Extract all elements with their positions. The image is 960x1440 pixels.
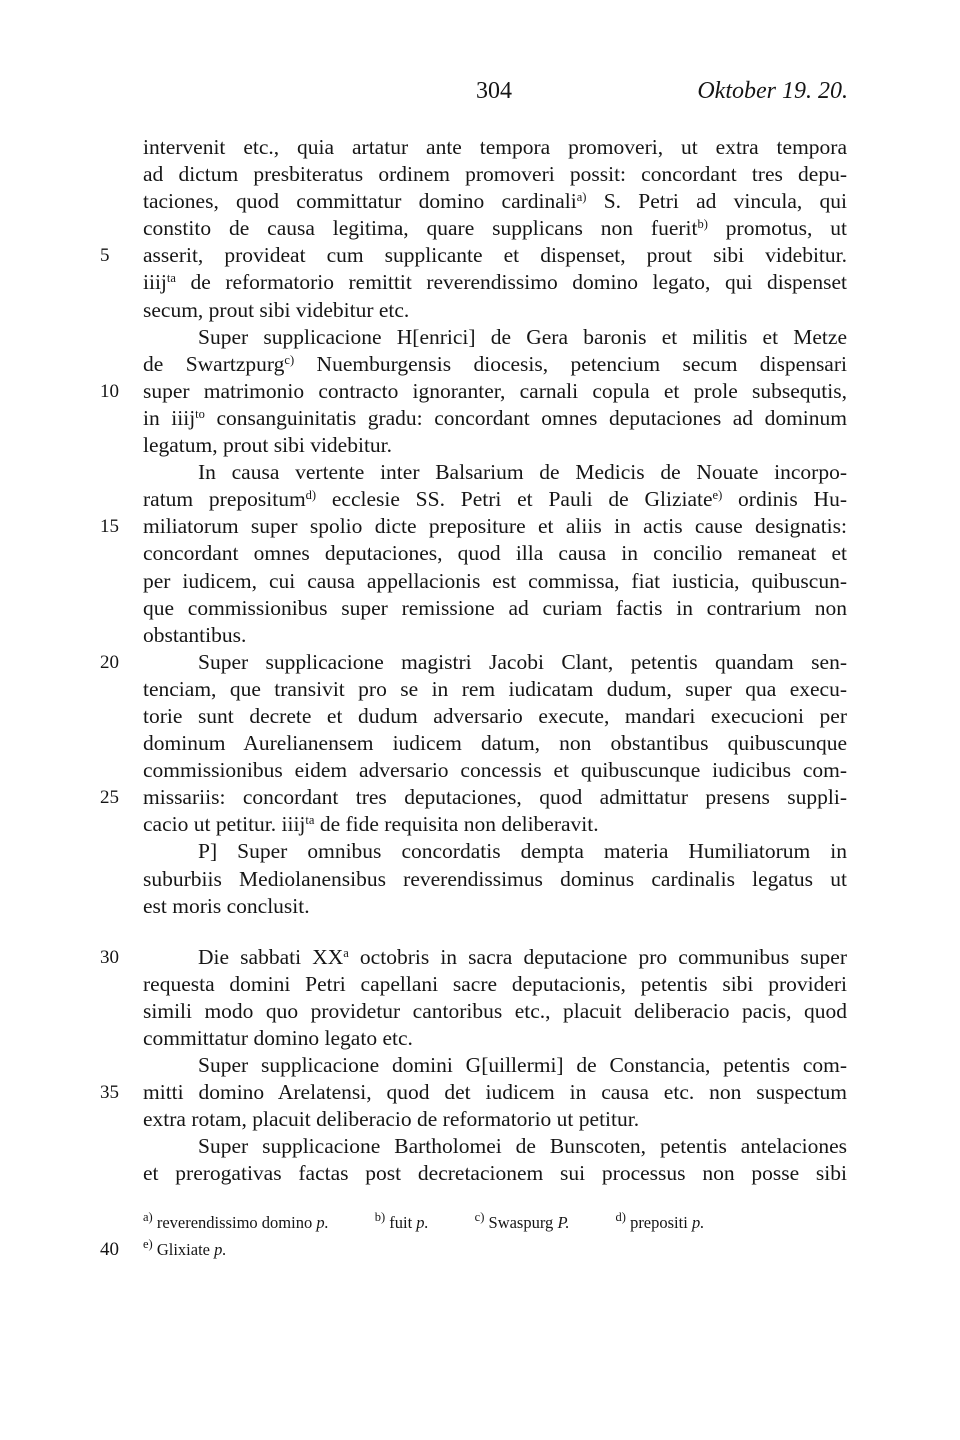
text-segment: et prerogativas factas post decretacionem sui processus non posse sibi xyxy=(143,1161,847,1186)
text-line xyxy=(143,324,847,351)
footnote-mark: b) xyxy=(374,1210,386,1224)
footnote-mark: e) xyxy=(143,1237,153,1251)
footnote-row xyxy=(143,1236,863,1263)
text-segment: octobris in sacra deputacione pro communibus super xyxy=(348,944,847,969)
text-segment: intervenit etc., quia artatur ante tempora promoveri, ut extra tempora xyxy=(143,135,847,159)
footnote-text: fuit xyxy=(385,1213,417,1232)
text-segment: taciones, quod committatur domino cardinali xyxy=(143,189,577,214)
text-line xyxy=(143,269,847,296)
page-number: 304 xyxy=(476,78,512,104)
text-line xyxy=(143,351,847,378)
text-line xyxy=(143,215,847,242)
text-line xyxy=(143,838,847,865)
text-line xyxy=(143,134,847,161)
text-line xyxy=(143,622,847,649)
text-line xyxy=(143,459,847,486)
text-segment: missariis: concordant tres deputaciones, quod admittatur presens suppli- xyxy=(143,785,847,810)
text-segment: tenciam, que transivit pro se in rem iudicatam dudum, super qua execu- xyxy=(143,676,847,701)
text-line xyxy=(143,540,847,567)
footnote-marker: ta xyxy=(166,271,176,286)
text-line xyxy=(143,161,847,188)
footnote-marker: e) xyxy=(712,488,723,503)
text-segment: legatum, prout sibi videbitur. xyxy=(143,433,393,458)
footnote xyxy=(616,1209,705,1236)
footnote-mark: d) xyxy=(615,1210,626,1224)
text-segment: Super supplicacione H[enrici] de Gera baronis et militis et Metze xyxy=(198,324,847,349)
text-segment: mitti domino Arelatensi, quod det iudicem in causa etc. non suspectum xyxy=(143,1080,847,1105)
text-segment: secum, prout sibi videbitur etc. xyxy=(143,297,410,322)
footnote-siglum: P. xyxy=(557,1213,570,1232)
text-line xyxy=(143,513,847,540)
footnote-marker: d) xyxy=(305,488,317,503)
footnote xyxy=(143,1209,329,1236)
text-segment: est moris conclusit. xyxy=(143,893,310,918)
running-head: Oktober 19. 20. xyxy=(697,78,848,104)
text-line xyxy=(143,730,847,757)
footnote-text: prepositi xyxy=(625,1213,692,1232)
footnote-text: Glixiate xyxy=(152,1240,215,1259)
footnote-marker: a xyxy=(343,945,349,960)
text-line xyxy=(143,405,847,432)
footnote-siglum: p. xyxy=(214,1240,227,1259)
text-segment: Super supplicacione Bartholomei de Bunscoten, petentis antelaciones xyxy=(198,1134,847,1159)
footnote-mark: a) xyxy=(143,1210,153,1224)
text-line xyxy=(143,971,847,998)
text-segment: dominum Aurelianensem iudicem datum, non obstantibus quibuscunque xyxy=(143,731,847,756)
text-line xyxy=(143,297,847,324)
text-segment: suburbiis Mediolanensibus reverendissimus dominus cardinalis legatus ut xyxy=(143,866,847,891)
line-number: 5 xyxy=(100,245,110,266)
text-line xyxy=(143,188,847,215)
footnote-row xyxy=(143,1209,863,1236)
text-line xyxy=(143,1079,847,1106)
footnote-marker: ta xyxy=(305,813,315,828)
text-segment: torie sunt decrete et dudum adversario execute, mandari execucioni per xyxy=(143,703,847,728)
text-line xyxy=(143,568,847,595)
text-line xyxy=(143,676,847,703)
text-segment: simili modo quo providetur cantoribus etc., placuit deliberacio pacis, quod xyxy=(143,998,847,1023)
text-segment: Super supplicacione domini G[uillermi] de Constancia, petentis com- xyxy=(198,1053,847,1078)
footnotes xyxy=(143,1209,863,1263)
text-line xyxy=(143,378,847,405)
text-segment: committatur domino legato etc. xyxy=(143,1026,413,1050)
text-segment: commissionibus eidem adversario concessis et quibuscunque iudicibus com- xyxy=(143,758,847,783)
footnote-siglum: p. xyxy=(316,1213,329,1232)
text-segment: Nuemburgensis diocesis, petencium secum dispensari xyxy=(294,351,847,376)
text-segment: ratum prepositum xyxy=(143,487,306,512)
line-number: 25 xyxy=(100,787,119,808)
text-segment: ecclesie SS. Petri et Pauli de Gliziate xyxy=(316,487,713,512)
text-segment: de Swartzpurg xyxy=(143,351,285,376)
footnote-text: Swaspurg xyxy=(484,1213,558,1232)
footnote-siglum: p. xyxy=(416,1213,429,1232)
text-segment: per iudicem, cui causa appellacionis est commissa, fiat iusticia, quibuscun- xyxy=(143,568,847,593)
text-line xyxy=(143,1133,847,1160)
line-number: 35 xyxy=(100,1082,119,1103)
footnote xyxy=(143,1236,227,1263)
text-line xyxy=(143,486,847,513)
text-line xyxy=(143,944,847,971)
text-segment: de reformatorio remittit reverendissimo domino legato, qui dispenset xyxy=(175,270,847,295)
footnote-mark: c) xyxy=(474,1210,485,1224)
text-segment: de fide requisita non deliberavit. xyxy=(314,812,599,837)
text-segment: promotus, ut xyxy=(707,216,848,241)
text-segment: concordant omnes deputaciones, quod illa causa in concilio remaneat et xyxy=(143,541,847,566)
line-number: 30 xyxy=(100,947,119,968)
line-number: 20 xyxy=(100,652,119,673)
footnote-marker: a) xyxy=(576,190,587,205)
text-segment: consanguinitatis gradu: concordant omnes deputaciones ad dominum xyxy=(204,405,847,430)
text-line xyxy=(143,757,847,784)
line-number: 15 xyxy=(100,516,119,537)
text-line xyxy=(143,1106,847,1133)
line-number: 10 xyxy=(100,381,119,402)
text-line xyxy=(143,784,847,811)
text-line xyxy=(143,1052,847,1079)
footnote-text: reverendissimo domino xyxy=(152,1213,317,1232)
text-segment: in iiij xyxy=(143,405,196,430)
text-segment: super matrimonio contracto ignoranter, carnali copula et prole subsequtis, xyxy=(143,378,847,403)
line-number: 40 xyxy=(100,1239,119,1260)
text-segment: Die sabbati XX xyxy=(198,944,344,969)
text-segment: ad dictum presbiteratus ordinem promoveri possit: concordant tres depu- xyxy=(143,162,847,187)
text-segment: que commissionibus super remissione ad curiam factis in contrarium non xyxy=(143,595,847,620)
text-segment: P] Super omnibus concordatis dempta materia Humiliatorum in xyxy=(198,839,847,864)
text-line xyxy=(143,866,847,893)
text-line xyxy=(143,998,847,1025)
text-segment: S. Petri ad vincula, qui xyxy=(586,189,847,214)
main-text xyxy=(143,134,847,1188)
footnote-marker: b) xyxy=(697,217,708,232)
text-line xyxy=(143,1025,847,1052)
text-line xyxy=(143,242,847,269)
footnote xyxy=(475,1209,570,1236)
text-segment: miliatorum super spolio dicte prepositure et aliis in actis cause designatis: xyxy=(143,514,847,539)
text-segment: extra rotam, placuit deliberacio de reformatorio ut petitur. xyxy=(143,1107,640,1132)
text-line xyxy=(143,893,847,920)
page-header xyxy=(0,78,960,112)
text-segment: asserit, provideat cum supplicante et dispenset, prout sibi videbitur. xyxy=(143,243,847,268)
footnote-marker: c) xyxy=(284,352,295,367)
text-line xyxy=(143,703,847,730)
text-segment: constito de causa legitima, quare supplicans non fuerit xyxy=(143,216,698,241)
text-segment: Super supplicacione magistri Jacobi Clant, petentis quandam sen- xyxy=(198,649,847,674)
text-line xyxy=(143,811,847,838)
text-segment: iiij xyxy=(143,270,167,295)
text-segment: In causa vertente inter Balsarium de Medicis de Nouate incorpo- xyxy=(198,460,847,485)
text-line xyxy=(143,1160,847,1187)
text-segment: ordinis Hu- xyxy=(722,487,847,512)
footnote xyxy=(375,1209,429,1236)
text-segment: obstantibus. xyxy=(143,622,247,647)
footnote-marker: to xyxy=(195,406,205,421)
text-segment: cacio ut petitur. iiij xyxy=(143,812,306,837)
text-segment: requesta domini Petri capellani sacre deputacionis, petentis sibi provideri xyxy=(143,971,847,996)
text-line xyxy=(143,649,847,676)
footnote-siglum: p. xyxy=(691,1213,705,1232)
text-line xyxy=(143,595,847,622)
text-line xyxy=(143,432,847,459)
